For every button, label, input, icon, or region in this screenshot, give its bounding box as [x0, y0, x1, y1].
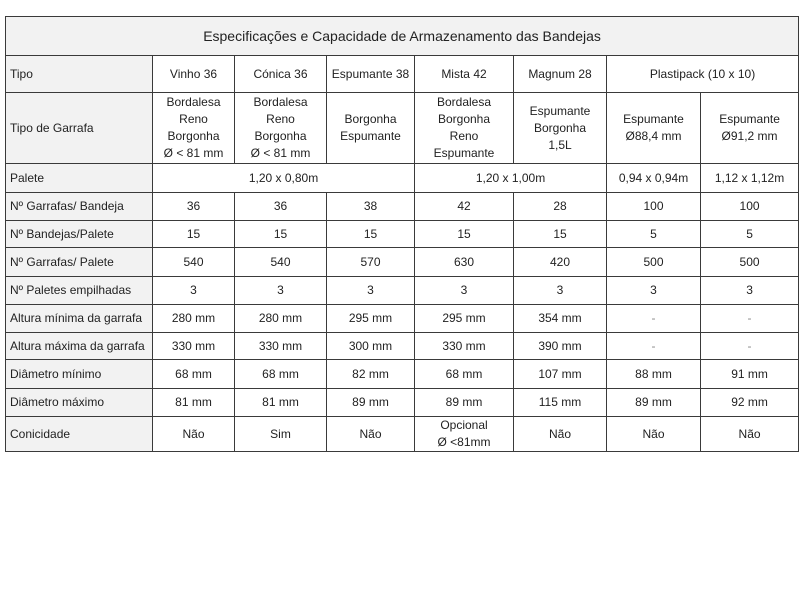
table-cell: 390 mm — [514, 333, 607, 360]
table-cell: 280 mm — [235, 305, 327, 333]
cell-line: Borgonha — [344, 112, 397, 126]
table-cell: 5 — [701, 221, 799, 248]
table-cell: 89 mm — [607, 389, 701, 417]
table-row — [6, 193, 799, 221]
table-cell: 68 mm — [235, 360, 327, 389]
table-cell: 330 mm — [235, 333, 327, 360]
table-cell: 500 — [701, 248, 799, 277]
cell-line: Reno — [449, 129, 479, 143]
header-row — [6, 56, 799, 93]
specs-table — [5, 16, 799, 452]
col-plastipack: Plastipack (10 x 10) — [607, 56, 799, 93]
table-cell: - — [701, 305, 799, 333]
conicidade-row — [6, 417, 799, 452]
table-cell: 15 — [514, 221, 607, 248]
table-cell: 295 mm — [327, 305, 415, 333]
row-label: Nº Garrafas/ Palete — [6, 248, 153, 277]
table-cell: Não — [701, 417, 799, 452]
cell-line: Espumante — [340, 129, 401, 143]
table-cell: 3 — [607, 277, 701, 305]
cell-line: Borgonha — [167, 129, 220, 143]
table-title: Especificações e Capacidade de Armazenamento das Bandejas — [6, 17, 799, 56]
table-cell: 3 — [327, 277, 415, 305]
table-cell: 81 mm — [153, 389, 235, 417]
table-cell: 5 — [607, 221, 701, 248]
table-cell: 36 — [235, 193, 327, 221]
table-cell: 280 mm — [153, 305, 235, 333]
col-magnum-28: Magnum 28 — [514, 56, 607, 93]
table-cell: 3 — [235, 277, 327, 305]
row-label: Nº Garrafas/ Bandeja — [6, 193, 153, 221]
table-cell: 89 mm — [415, 389, 514, 417]
table-cell: 115 mm — [514, 389, 607, 417]
row-label: Palete — [6, 164, 153, 193]
row-label: Tipo de Garrafa — [6, 93, 153, 164]
table-cell: 107 mm — [514, 360, 607, 389]
cell-line: Reno — [179, 112, 208, 126]
cell-line: Bordalesa — [166, 95, 221, 109]
cell-line: Ø <81mm — [437, 435, 491, 449]
table-cell: Não — [514, 417, 607, 452]
cell-line: Borgonha — [437, 112, 491, 126]
table-cell: 82 mm — [327, 360, 415, 389]
table-cell: 89 mm — [327, 389, 415, 417]
table-cell: 42 — [415, 193, 514, 221]
header-label: Tipo — [6, 56, 153, 93]
table-cell: 36 — [153, 193, 235, 221]
row-label: Altura mínima da garrafa — [6, 305, 153, 333]
table-cell: - — [701, 333, 799, 360]
table-cell: 0,94 x 0,94m — [607, 164, 701, 193]
table-cell: 15 — [327, 221, 415, 248]
cell-line: Ø88,4 mm — [625, 129, 682, 143]
table-cell: 38 — [327, 193, 415, 221]
table-cell: 68 mm — [415, 360, 514, 389]
cell-line: Borgonha — [254, 129, 307, 143]
table-cell: 354 mm — [514, 305, 607, 333]
cell-line: Ø < 81 mm — [163, 146, 224, 160]
cell-line: Bordalesa — [436, 95, 492, 109]
table-cell: 81 mm — [235, 389, 327, 417]
table-row — [6, 360, 799, 389]
table-cell: 420 — [514, 248, 607, 277]
table-cell: Não — [153, 417, 235, 452]
col-mista-42: Mista 42 — [415, 56, 514, 93]
table-cell — [327, 93, 415, 164]
table-row — [6, 333, 799, 360]
table-cell: 15 — [235, 221, 327, 248]
cell-line: Opcional — [440, 418, 488, 432]
cell-line: Espumante — [529, 103, 591, 118]
col-vinho-36: Vinho 36 — [153, 56, 235, 93]
table-cell: 1,20 x 0,80m — [153, 164, 415, 193]
col-espumante-38: Espumante 38 — [327, 56, 415, 93]
table-cell: 540 — [153, 248, 235, 277]
table-cell: 3 — [701, 277, 799, 305]
table-cell: 570 — [327, 248, 415, 277]
table-cell: 330 mm — [153, 333, 235, 360]
table-cell: 3 — [153, 277, 235, 305]
cell-line: Reno — [266, 112, 295, 126]
cell-line: Borgonha — [533, 120, 587, 135]
row-label: Nº Paletes empilhadas — [6, 277, 153, 305]
table-cell: - — [607, 333, 701, 360]
table-cell: - — [607, 305, 701, 333]
cell-line: Ø < 81 mm — [250, 146, 311, 160]
table-cell: 92 mm — [701, 389, 799, 417]
table-cell: 91 mm — [701, 360, 799, 389]
table-cell: 28 — [514, 193, 607, 221]
table-cell — [514, 93, 607, 164]
table-cell: Não — [607, 417, 701, 452]
table-cell: 295 mm — [415, 305, 514, 333]
table-cell — [153, 93, 235, 164]
table-cell — [235, 93, 327, 164]
table-cell: 1,20 x 1,00m — [415, 164, 607, 193]
table-cell: 100 — [607, 193, 701, 221]
cell-line: Espumante — [433, 146, 495, 160]
row-label: Altura máxima da garrafa — [6, 333, 153, 360]
table-cell: 15 — [415, 221, 514, 248]
table-row — [6, 305, 799, 333]
table-cell: 68 mm — [153, 360, 235, 389]
table-cell: 540 — [235, 248, 327, 277]
table-cell — [701, 93, 799, 164]
col-conica-36: Cónica 36 — [235, 56, 327, 93]
table-cell: 88 mm — [607, 360, 701, 389]
row-label: Conicidade — [6, 417, 153, 452]
table-cell: 330 mm — [415, 333, 514, 360]
table-cell: 3 — [415, 277, 514, 305]
table-cell: 500 — [607, 248, 701, 277]
table-cell — [415, 93, 514, 164]
table-row — [6, 277, 799, 305]
row-label: Nº Bandejas/Palete — [6, 221, 153, 248]
cell-line: 1,5L — [548, 137, 572, 152]
table-cell — [607, 93, 701, 164]
table-row — [6, 248, 799, 277]
table-cell: Sim — [235, 417, 327, 452]
cell-line: Ø91,2 mm — [721, 129, 778, 143]
cell-line: Espumante — [623, 112, 684, 126]
tipo-garrafa-row — [6, 93, 799, 164]
cell-line: Bordalesa — [253, 95, 308, 109]
row-label: Diâmetro máximo — [6, 389, 153, 417]
table-cell: 300 mm — [327, 333, 415, 360]
table-cell: 100 — [701, 193, 799, 221]
row-label: Diâmetro mínimo — [6, 360, 153, 389]
table-row — [6, 389, 799, 417]
cell-line: Espumante — [719, 112, 780, 126]
table-cell — [415, 417, 514, 452]
table-cell: Não — [327, 417, 415, 452]
table-cell: 15 — [153, 221, 235, 248]
table-cell: 630 — [415, 248, 514, 277]
palete-row — [6, 164, 799, 193]
table-cell: 3 — [514, 277, 607, 305]
table-cell: 1,12 x 1,12m — [701, 164, 799, 193]
table-row — [6, 221, 799, 248]
